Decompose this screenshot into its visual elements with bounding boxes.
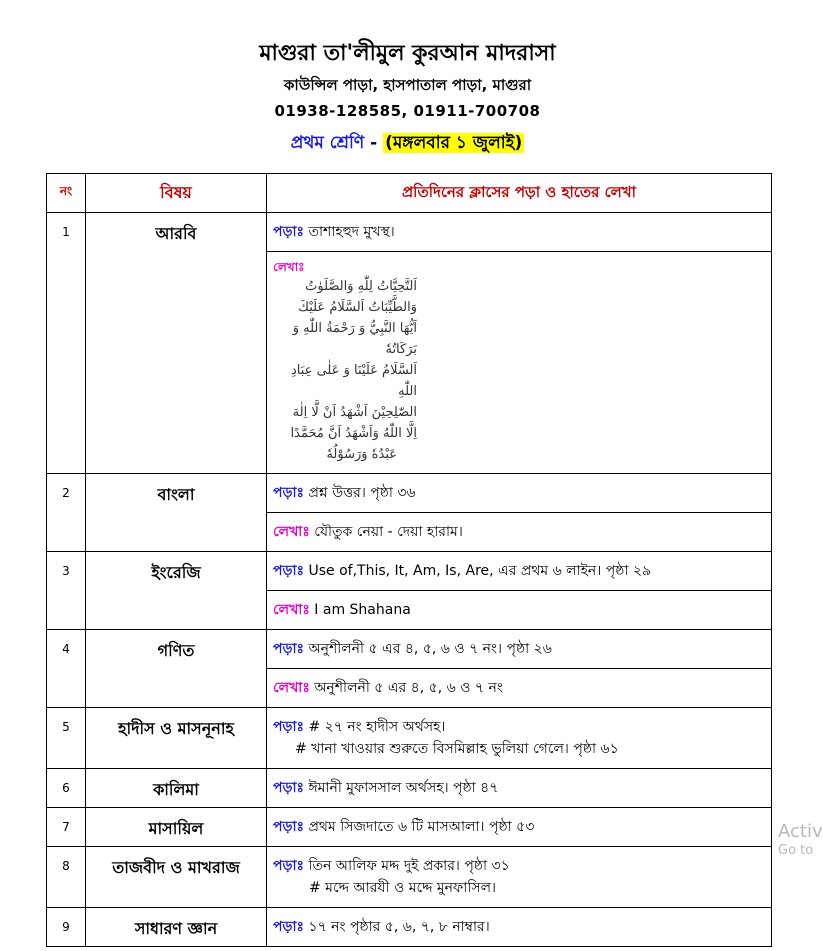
row-subject: গণিত — [86, 630, 267, 708]
row-subject: ইংরেজি — [86, 552, 267, 630]
phone-numbers: 01938-128585, 01911-700708 — [274, 102, 541, 120]
row-subject: হাদীস ও মাসনূনাহ — [86, 708, 267, 769]
madrasa-address: কাউন্সিল পাড়া, হাসপাতাল পাড়া, মাগুরা — [283, 76, 532, 94]
row-subject: তাজবীদ ও মাখরাজ — [86, 847, 267, 908]
row-subject: বাংলা — [86, 474, 267, 552]
class-separator: - — [364, 133, 384, 153]
write-cell: লেখাঃ অনুশীলনী ৫ এর ৪, ৫, ৬ ও ৭ নং — [267, 669, 772, 708]
write-cell: লেখাঃ যৌতুক নেয়া - দেয়া হারাম। — [267, 513, 772, 552]
read-cell: পড়াঃ Use of,This, It, Am, Is, Are, এর প্রথম ৬ লাইন। পৃষ্ঠা ২৯ — [267, 552, 772, 591]
read-cell: পড়াঃ প্রশ্ন উত্তর। পৃষ্ঠা ৩৬ — [267, 474, 772, 513]
read-cell: পড়াঃ অনুশীলনী ৫ এর ৪, ৫, ৬ ও ৭ নং। পৃষ্ঠা ২৬ — [267, 630, 772, 669]
header-subject: বিষয় — [86, 174, 267, 213]
row-subject: আরবি — [86, 213, 267, 474]
table-row — [47, 213, 772, 252]
table-header-row — [47, 174, 772, 213]
row-number: 4 — [47, 630, 86, 708]
class-line — [0, 130, 815, 158]
row-subject: সাধারণ জ্ঞান — [86, 908, 267, 947]
read-text: তাশাহহুদ মুখস্থ। — [308, 224, 395, 240]
table-row — [47, 552, 772, 591]
header-work: প্রতিদিনের ক্লাসের পড়া ও হাতের লেখা — [267, 174, 772, 213]
read-cell: পড়াঃ # ২৭ নং হাদীস অর্থসহ। # খানা খাওয়ার শুরুতে বিসমিল্লাহ ভুলিয়া গেলে। পৃষ্ঠা ৬১ — [267, 708, 772, 769]
read-cell: পড়াঃ প্রথম সিজদাতে ৬ টি মাসআলা। পৃষ্ঠা ৫৩ — [267, 808, 772, 847]
row-subject: মাসায়িল — [86, 808, 267, 847]
row-number: 6 — [47, 769, 86, 808]
madrasa-title: মাগুরা তা'লীমুল কুরআন মাদরাসা — [259, 41, 556, 66]
read-cell: পড়াঃ ১৭ নং পৃষ্ঠার ৫, ৬, ৭, ৮ নাম্বার। — [267, 908, 772, 947]
header-no: নং — [47, 174, 86, 213]
table-row — [47, 847, 772, 908]
class-schedule-table — [46, 173, 772, 947]
table-row — [47, 769, 772, 808]
table-row — [47, 708, 772, 769]
row-number: 5 — [47, 708, 86, 769]
table-row — [47, 808, 772, 847]
row-subject: কালিমা — [86, 769, 267, 808]
activation-watermark: Activ Go to — [778, 821, 823, 858]
row-number: 2 — [47, 474, 86, 552]
row-number: 7 — [47, 808, 86, 847]
table-row — [47, 630, 772, 669]
write-cell — [267, 252, 772, 474]
class-name: প্রথম শ্রেণি — [290, 133, 365, 153]
read-cell: পড়াঃ তিন আলিফ মদ্দ দুই প্রকার। পৃষ্ঠা ৩১ # মদ্দে আরযী ও মদ্দে মুনফাসিল। — [267, 847, 772, 908]
row-number: 8 — [47, 847, 86, 908]
row-number: 9 — [47, 908, 86, 947]
read-cell — [267, 213, 772, 252]
day-date: (মঙ্গলবার ১ জুলাই) — [385, 133, 523, 153]
read-cell: পড়াঃ ঈমানী মুফাসসাল অর্থসহ। পৃষ্ঠা ৪৭ — [267, 769, 772, 808]
write-label: লেখাঃ — [273, 260, 305, 274]
write-cell: লেখাঃ I am Shahana — [267, 591, 772, 630]
row-number: 3 — [47, 552, 86, 630]
arabic-tashahhud: اَلتَّحِيَّاتُ لِلّٰهِ وَالصَّلَوٰتُ وَالطَّيِّبَاتُ اَلسَّلَامُ عَلَيْكَ اَيُّهَا النَّبِيُّ وَ رَحْمَةُ اللّٰهِ وَ بَرَكَاتُهٗ اَلسَّلَامُ عَلَيْنَا وَ عَلٰى عِبَادِ اللّٰهِ الصّٰلِحِيْنَ اَشْهَدُ اَنْ لَّا اِلٰهَ اِلَّا اللّٰهُ وَاَشْهَدُ اَنَّ مُحَمَّدًا عَبْدُهٗ وَرَسُوْلُهٗ — [290, 279, 417, 462]
row-number: 1 — [47, 213, 86, 474]
read-label: পড়াঃ — [273, 224, 305, 240]
table-row — [47, 908, 772, 947]
table-row — [47, 474, 772, 513]
